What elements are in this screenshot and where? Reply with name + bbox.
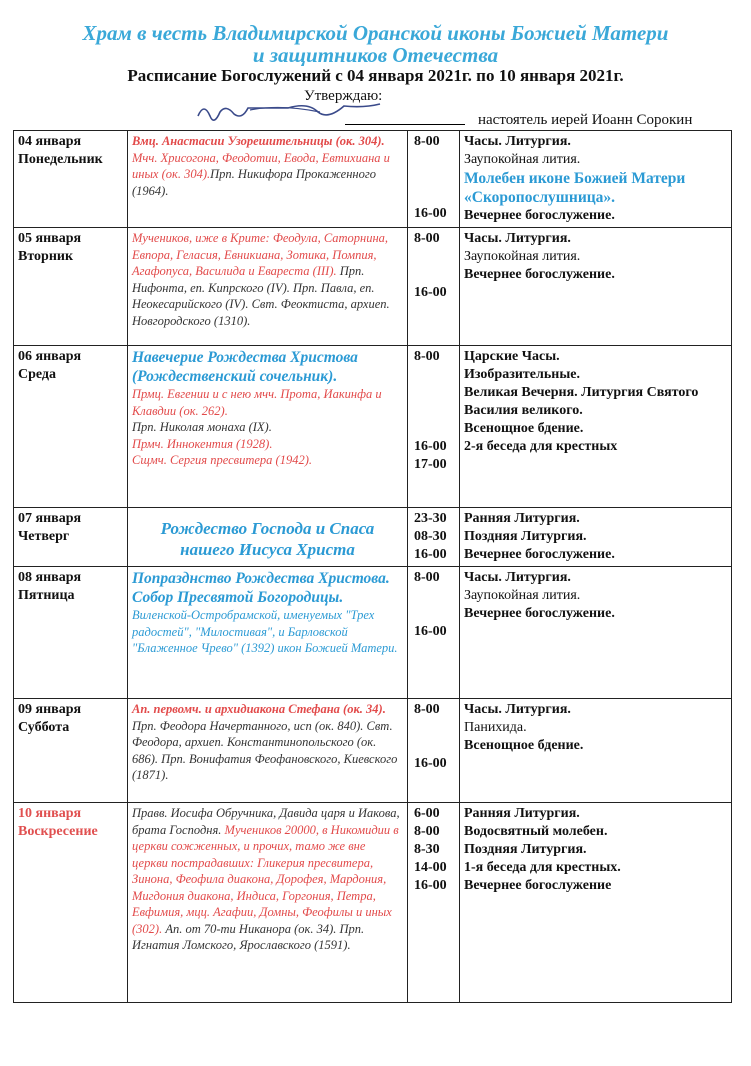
day-cell	[14, 346, 128, 508]
times-cell	[408, 346, 460, 508]
service-time: 14-00	[414, 860, 447, 875]
schedule-row	[14, 803, 732, 1003]
times-cell	[408, 508, 460, 567]
church-title-line1: Храм в честь Владимирской Оранской иконы Божией Матери	[82, 21, 669, 45]
saint-text: Ап. первомч. и архидиакона Стефана (ок. 34).	[132, 702, 386, 716]
saint-text: Прмц. Евгении и с нею мчч. Прота, Иакинфа и Клавдии (ок. 262).	[132, 387, 382, 418]
services-cell	[460, 228, 732, 346]
day-cell	[14, 508, 128, 567]
service-name: 2-я беседа для крестных	[464, 439, 618, 454]
schedule-row	[14, 508, 732, 567]
signature-line	[345, 124, 465, 125]
saint-text: Прп. Нифонта, еп. Кипрского (IV). Прп. Павла, еп. Неокесарийского (IV). Свт. Феоктиста, архиеп. Новгородского (1310).	[132, 264, 390, 328]
service-time: 08-30	[414, 529, 447, 544]
service-name: Водосвятный молебен.	[464, 824, 608, 839]
service-name: Вечернее богослужение	[464, 878, 612, 893]
day-cell	[14, 131, 128, 228]
service-name: Поздняя Литургия.	[464, 529, 587, 544]
day-weekday: Вторник	[18, 249, 74, 264]
day-date: 10 января	[18, 806, 82, 821]
services-cell	[460, 699, 732, 803]
schedule-table	[13, 130, 732, 1003]
times-cell	[408, 228, 460, 346]
saints-cell	[128, 131, 408, 228]
service-name: Часы. Литургия.	[464, 231, 571, 246]
day-weekday: Пятница	[18, 588, 75, 603]
services-cell	[460, 131, 732, 228]
services-cell	[460, 803, 732, 1003]
service-time: 16-00	[414, 439, 447, 454]
times-cell	[408, 699, 460, 803]
service-name: Изобразительные.	[464, 367, 580, 382]
times-cell	[408, 567, 460, 699]
service-name: Часы. Литургия.	[464, 134, 571, 149]
service-time: 17-00	[414, 457, 447, 472]
service-name: Молебен иконе Божией Матери «Скоропослушница».	[464, 170, 686, 206]
service-name: Заупокойная лития.	[464, 249, 581, 264]
schedule-row	[14, 346, 732, 508]
day-date: 07 января	[18, 511, 82, 526]
saint-text: Попразднство Рождества Христова. Собор Пресвятой Богородицы.	[132, 570, 390, 606]
service-name: Вечернее богослужение.	[464, 208, 615, 223]
service-name: Ранняя Литургия.	[464, 511, 580, 526]
approve-label: Утверждаю:	[304, 88, 383, 104]
service-time: 8-00	[414, 570, 440, 585]
service-name: Поздняя Литургия.	[464, 842, 587, 857]
rector-name: настоятель иерей Иоанн Сорокин	[478, 112, 693, 128]
times-cell	[408, 803, 460, 1003]
service-time: 16-00	[414, 285, 447, 300]
service-time: 16-00	[414, 756, 447, 771]
saints-cell	[128, 346, 408, 508]
day-date: 08 января	[18, 570, 82, 585]
saints-cell	[128, 803, 408, 1003]
services-cell	[460, 346, 732, 508]
service-time: 8-00	[414, 824, 440, 839]
service-time: 6-00	[414, 806, 440, 821]
times-cell	[408, 131, 460, 228]
saint-text: Прп. Николая монаха (IX).	[132, 420, 272, 434]
day-date: 06 января	[18, 349, 82, 364]
schedule-row	[14, 131, 732, 228]
day-date: 09 января	[18, 702, 82, 717]
service-name: Вечернее богослужение.	[464, 606, 615, 621]
saint-text: Вмц. Анастасии Узорешительницы (ок. 304).	[132, 134, 385, 148]
service-name: Ранняя Литургия.	[464, 806, 580, 821]
service-name: Панихида.	[464, 720, 527, 735]
day-weekday: Суббота	[18, 720, 70, 735]
saint-text: Мучеников 20000, в Никомидии в церкви сожженных, и прочих, тамо же вне церкви пострадавших: Гликерия пресвитера, Зинона, Феофила диакона, Дорофея, Мардония, Мигдония диакона, Индиса, Горгония, Петра, Евфимия, мцц. Агафии, Домны, Феофилы и иных (302).	[132, 822, 399, 936]
saint-text: Виленской-Остробрамской, именуемых "Трех радостей", "Милостивая", и Барловской "Блаженное Чрево" (1392) икон Божией Матери.	[132, 608, 398, 655]
day-cell	[14, 228, 128, 346]
service-time: 23-30	[414, 511, 447, 526]
day-cell	[14, 567, 128, 699]
service-name: Вечернее богослужение.	[464, 547, 615, 562]
day-weekday: Среда	[18, 367, 57, 382]
service-time: 8-30	[414, 842, 440, 857]
service-time: 8-00	[414, 231, 440, 246]
saint-text: Правв. Иосифа Обручника, Давида царя и Иакова, брата Господня.	[132, 806, 400, 837]
saints-cell	[128, 228, 408, 346]
schedule-row	[14, 567, 732, 699]
service-name: Всенощное бдение.	[464, 421, 584, 436]
service-name: Царские Часы.	[464, 349, 560, 364]
schedule-subtitle: Расписание Богослужений с 04 января 2021г. по 10 января 2021г.	[127, 66, 624, 85]
service-time: 8-00	[414, 702, 440, 717]
service-name: Заупокойная лития.	[464, 588, 581, 603]
service-time: 8-00	[414, 134, 440, 149]
saint-text: Прп. Никифора Прокаженного (1964).	[132, 167, 376, 198]
service-time: 16-00	[414, 624, 447, 639]
day-cell	[14, 803, 128, 1003]
service-time: 16-00	[414, 878, 447, 893]
saint-text: Прп. Феодора Начертанного, исп (ок. 840). Свт. Феодора, архиеп. Константинопольского (ок. 686). Прп. Вонифатия Феофановского, Киевского (1871).	[132, 718, 398, 782]
saint-text: Ап. от 70-ти Никанора (ок. 34). Прп. Игнатия Ломского, Ярославского (1591).	[132, 921, 365, 952]
church-title-line2: и защитников Отечества	[252, 43, 499, 67]
service-name: Часы. Литургия.	[464, 702, 571, 717]
service-time: 16-00	[414, 547, 447, 562]
service-name: Часы. Литургия.	[464, 570, 571, 585]
service-name: Заупокойная лития.	[464, 152, 581, 167]
services-cell	[460, 508, 732, 567]
saints-cell	[128, 699, 408, 803]
saint-text: Мчч. Хрисогона, Феодотии, Евода, Евтихиана и иных (ок. 304).	[132, 150, 390, 181]
service-name: Вечернее богослужение.	[464, 267, 615, 282]
day-weekday: Четверг	[18, 529, 70, 544]
saint-text: Рождество Господа и Спаса нашего Иисуса Христа	[160, 519, 375, 559]
saint-text: Навечерие Рождества Христова (Рождественский сочельник).	[132, 349, 358, 385]
day-date: 04 января	[18, 134, 82, 149]
service-name: Всенощное бдение.	[464, 738, 584, 753]
saint-text: Мучеников, иже в Крите: Феодула, Саторнина, Евпора, Геласия, Евникиана, Зотика, Помпия, Агафопуса, Василида и Евареста (III).	[132, 231, 389, 278]
day-weekday: Понедельник	[18, 152, 103, 167]
services-cell	[460, 567, 732, 699]
service-name: Великая Вечерня. Литургия Святого Василия великого.	[464, 385, 699, 418]
schedule-row	[14, 228, 732, 346]
service-time: 8-00	[414, 349, 440, 364]
service-name: 1-я беседа для крестных.	[464, 860, 621, 875]
day-cell	[14, 699, 128, 803]
saint-text: Сщмч. Сергия пресвитера (1942).	[132, 453, 313, 467]
service-time: 16-00	[414, 206, 447, 221]
saint-text: Прмч. Иннокентия (1928).	[132, 436, 273, 451]
day-date: 05 января	[18, 231, 82, 246]
saints-cell	[128, 567, 408, 699]
schedule-row	[14, 699, 732, 803]
day-weekday: Воскресение	[18, 824, 98, 839]
saints-cell	[128, 508, 408, 567]
